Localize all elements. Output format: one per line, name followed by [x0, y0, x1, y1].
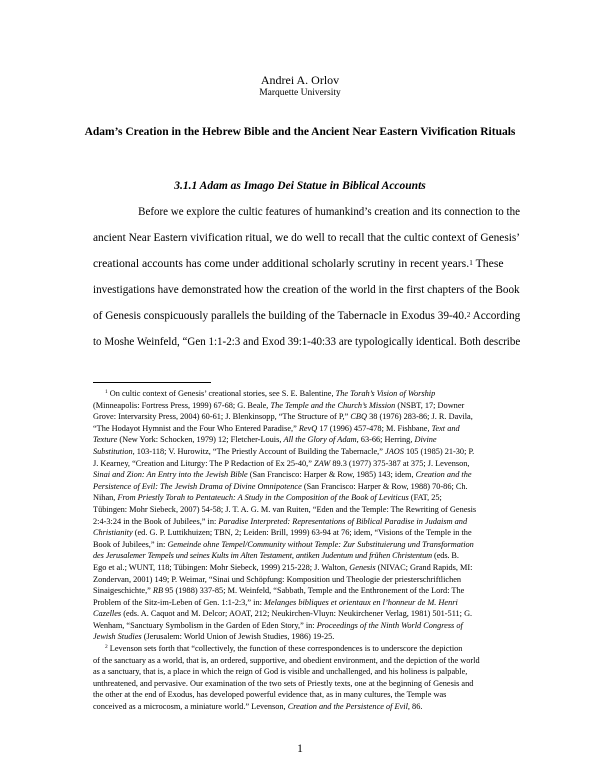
footnote-line: J. Kearney, “Creation and Liturgy: The P Redaction of Ex 25-40,” ZAW 89.3 (1977) 375-387 at 375; J. Levenson,	[93, 458, 470, 468]
footnote-line: Sinai and Zion: An Entry into the Jewish Bible (San Francisco: Harper & Row, 1985) 143; idem, Creation and the	[93, 470, 472, 480]
footnote-line: Texture (New York: Schocken, 1979) 12; Fletcher-Louis, All the Glory of Adam, 63-66; Herring, Divine	[93, 435, 437, 445]
page-number: 1	[297, 743, 303, 755]
footnote-number: 2	[105, 644, 108, 651]
footnote-line: 2:4-3:24 in the Book of Jubilees,” in: Paradise Interpreted: Representations of Biblical Paradise in Judaism and	[93, 516, 468, 526]
footnote-line: as a sanctuary, that is, a place in which the reign of God is visible and unchallenged, and his holiness is palpable,	[93, 667, 468, 677]
footnote-line: Zondervan, 2001) 149; P. Weimar, “Sinai und Schöpfung: Komposition und Theologie der priesterschriftlichen	[93, 574, 462, 584]
body-line: ancient Near Eastern vivification ritual, we do well to recall that the cultic context of Genesis’	[93, 231, 521, 244]
body-line: to Moshe Weinfeld, “Gen 1:1-2:3 and Exod 39:1-40:33 are typologically identical. Both describe	[93, 335, 521, 348]
footnote-line: (Minneapolis: Fortress Press, 1999) 67-68; G. Beale, The Temple and the Church’s Mission (NSBT, 17; Downer	[93, 400, 465, 410]
footnote-line: Ego et al.; WUNT, 118; Tübingen: Mohr Siebeck, 1999) 215-228; J. Walton, Genesis (NIVAC; Grand Rapids, MI:	[93, 562, 473, 572]
footnote-number: 1	[105, 389, 108, 396]
body-text	[93, 199, 520, 355]
section-heading: 3.1.1 Adam as Imago Dei Statue in Biblical Accounts	[174, 180, 426, 192]
footnote-line: Cazelles (eds. A. Caquot and M. Delcor; AOAT, 212; Neukirchen-Vluyn: Neukirchener Verlag, 1981) 501-511; G.	[93, 609, 473, 619]
author-affiliation: Marquette University	[259, 88, 341, 98]
footnote-line: Wenham, “Sanctuary Symbolism in the Garden of Eden Story,” in: Proceedings of the Ninth World Congress of	[93, 620, 463, 630]
footnote-ref[interactable]: 1	[469, 257, 473, 267]
footnote-line: of the sanctuary as a world, that is, an ordered, supportive, and obedient environment, and the depiction of the world	[93, 655, 480, 665]
footnote-line: Sinaigeschichte,” RB 95 (1988) 337-85; M. Weinfeld, “Sabbath, Temple and the Enthronement of the Lord: The	[93, 586, 465, 596]
body-line: of Genesis conspicuously parallels the building of the Tabernacle in Exodus 39-40.$^2$ According	[93, 309, 521, 322]
footnotes	[93, 388, 520, 713]
footnote-line: Tübingen: Mohr Siebeck, 2007) 54-58; J. T. A. G. M. van Ruiten, “Eden and the Temple: The Rewriting of Genesis	[93, 504, 477, 514]
footnote-line: the other at the end of Exodus, has developed powerful evidence that, as in many cultures, the Temple was	[93, 690, 447, 700]
paper-title: Adam’s Creation in the Hebrew Bible and the Ancient Near Eastern Vivification Rituals	[84, 126, 516, 138]
footnote-line: unthreatened, and pervasive. Our examination of the two sets of Priestly texts, one at the beginning of Genesis and	[93, 678, 474, 688]
footnote-line: Jewish Studies (Jerusalem: World Union of Jewish Studies, 1986) 19-25.	[93, 632, 335, 642]
footnote-line: $^1$ On cultic context of Genesis’ creational stories, see S. E. Balentine, The Torah’s Vision of Worship	[105, 389, 436, 398]
body-line: investigations have demonstrated how the creation of the world in the first chapters of the Book	[93, 283, 520, 296]
footnote-line: Grove: Intervarsity Press, 2004) 60-61; J. Blenkinsopp, “The Structure of P,” CBQ 38 (1976) 283-86; J. R. Davila,	[93, 412, 473, 422]
footnote-line: Book of Jubilees,” in: Gemeinde ohne Tempel/Community without Temple: Zur Substituierung und Transformation	[93, 539, 474, 549]
footnote-separator	[93, 382, 211, 383]
footnote-line: Nihan, From Priestly Torah to Pentateuch: A Study in the Composition of the Book of Leviticus (FAT, 25;	[93, 493, 442, 503]
body-line: creational accounts has come under additional scholarly scrutiny in recent years.$^1$ These	[93, 257, 504, 270]
footnote-line: $^2$ Levenson sets forth that “collectively, the function of these correspondences is to underscore the depiction	[105, 644, 463, 654]
footnote-line: Problem of the Sitz-im-Leben of Gen. 1:1-2:3,” in: Melanges bibliques et orientaux en l’honneur de M. Henri	[93, 597, 458, 607]
footnote-line: Persistence of Evil: The Jewish Drama of Divine Omnipotence (San Francisco: Harper & Row, 1988) 70-86; Ch.	[93, 481, 468, 491]
footnote-ref[interactable]: 2	[466, 309, 471, 319]
footnote-line: “The Hodayot Hymnist and the Four Who Entered Paradise,” RevQ 17 (1996) 457-478; M. Fishbane, Text and	[93, 423, 460, 433]
author-name: Andrei A. Orlov	[260, 73, 340, 87]
footnote-line: des Jerusalemer Tempels und seines Kults im Alten Testament, antiken Judentum und frühen Christentum (eds. B.	[93, 551, 459, 561]
footnote-line: Substitution, 103-118; V. Hurowitz, “The Priestly Account of Building the Tabernacle,” JAOS 105 (1985) 21-30; P.	[93, 446, 475, 456]
footnote-line: conceived as a microcosm, a miniature world.” Levenson, Creation and the Persistence of Evil, 86.	[93, 702, 423, 712]
body-line: Before we explore the cultic features of humankind’s creation and its connection to the	[138, 205, 520, 218]
footnote-line: Christianity (ed. G. P. Luttikhuizen; TBN, 2; Leiden: Brill, 1999) 63-94 at 76; idem, “Visions of the Temple in the	[93, 528, 472, 538]
